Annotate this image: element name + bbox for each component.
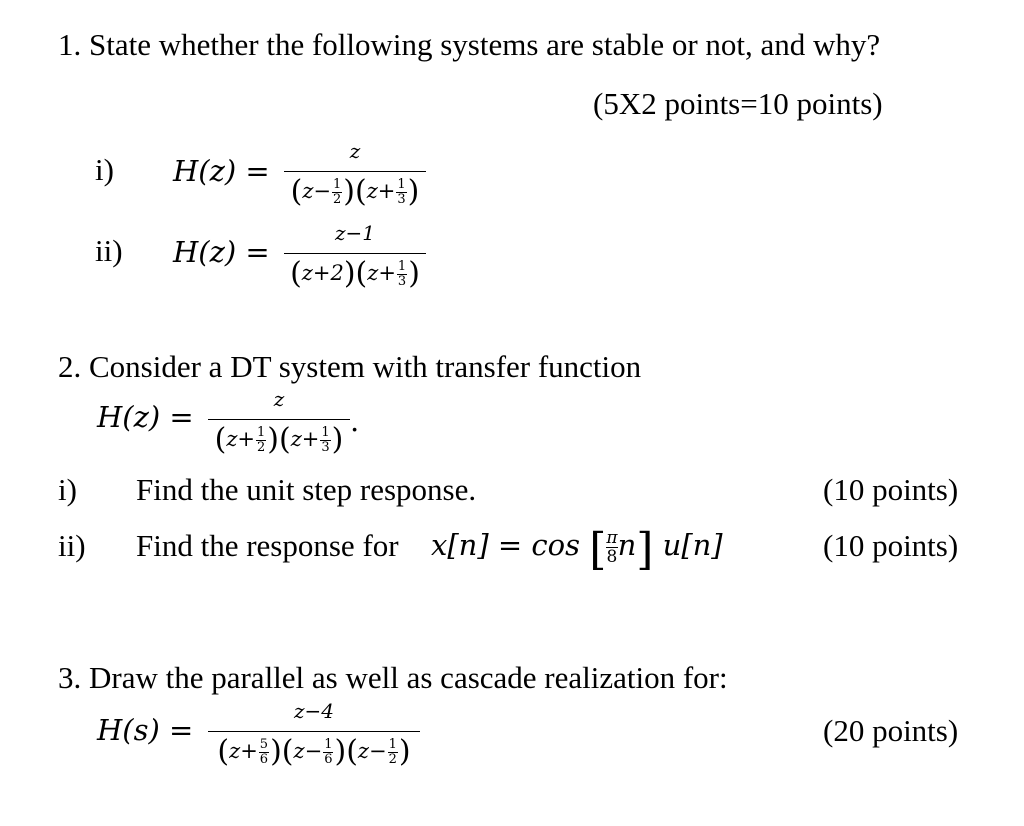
xn-equals-cos: x[n] = cos [431, 528, 580, 562]
q1-heading: 1. State whether the following systems are stable or not, and why? [58, 27, 881, 62]
q1-points: (5X2 points=10 points) [593, 86, 883, 121]
q1-part-ii-fraction [284, 222, 426, 302]
q3-points: (20 points) [823, 713, 959, 748]
q1-part-ii-denominator: (z+2)(z+ $\frac{1}{3}$ ) [290, 256, 420, 291]
q3-fraction [208, 700, 420, 780]
q1-part-ii-numerator: z−1 [334, 221, 376, 245]
q2-part-ii-text: Find the response for [136, 528, 399, 563]
q2-heading: 2. Consider a DT system with transfer function [58, 349, 642, 384]
fraction-bar [208, 419, 350, 420]
n-variable: n [617, 528, 637, 562]
q2-lhs: H(z) = [97, 400, 194, 434]
eight-denominator: 8 [606, 546, 618, 567]
q2-trailing-period: . [350, 404, 360, 438]
q2-part-i-text: Find the unit step response. [136, 472, 477, 507]
q2-numerator: z [273, 387, 285, 411]
q3-denominator: (z+ $\frac{5}{6}$ )(z− $\frac{1}{6}$ )(z− $\frac{1}{2}$ ) [217, 734, 411, 769]
q1-part-i-denominator: (z− $\frac{1}{2}$ )(z+ $\frac{1}{3}$ ) [290, 174, 420, 209]
q1-part-i-numerator: z [349, 139, 361, 163]
q3-numerator: z−4 [293, 699, 335, 723]
q2-fraction [208, 388, 350, 468]
q1-part-i-fraction [284, 140, 426, 220]
pi-symbol: π [606, 527, 618, 548]
q3-lhs: H(s) = [97, 713, 194, 747]
q1-part-i-label: i) [95, 152, 114, 187]
q2-part-i-points: (10 points) [823, 472, 959, 507]
fraction-bar [284, 253, 426, 254]
q2-part-ii-label: ii) [58, 528, 86, 563]
q1-part-ii-lhs: H(z) = [173, 235, 270, 269]
q1-part-i-lhs: H(z) = [173, 154, 270, 188]
fraction-bar [208, 731, 420, 732]
q2-part-ii-points: (10 points) [823, 528, 959, 563]
fraction-bar [284, 171, 426, 172]
unit-step-un: u[n] [662, 528, 723, 562]
q2-part-i-label: i) [58, 472, 77, 507]
q2-input-expression: x[n] = cos [ $\frac{\pi}{8}$ n] u[n] [431, 524, 723, 575]
q2-denominator: (z+ $\frac{1}{2}$ )(z+ $\frac{1}{3}$ ) [214, 422, 344, 457]
q3-heading: 3. Draw the parallel as well as cascade realization for: [58, 660, 728, 695]
q1-part-ii-label: ii) [95, 233, 123, 268]
